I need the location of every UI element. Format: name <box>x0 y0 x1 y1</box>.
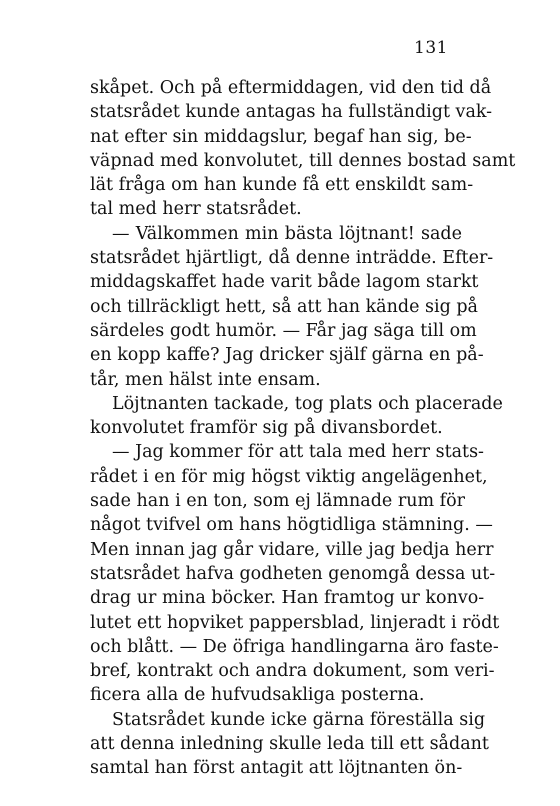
page-body-text <box>90 76 516 781</box>
text-line: Löjtnanten tackade, tog plats och placerade <box>112 393 503 414</box>
text-line: skåpet. Och på eftermiddagen, vid den tid då <box>90 78 492 98</box>
text-line: och tillräckligt hett, så att han kände sig på <box>90 296 478 317</box>
text-line: Statsrådet kunde icke gärna föreställa sig <box>112 709 486 730</box>
text-line: sade han i en ton, som ej lämnade rum för <box>90 491 466 512</box>
text-line: att denna inledning skulle leda till ett sådant <box>90 734 489 755</box>
text-line: samtal han först antagit att löjtnanten ön- <box>90 758 463 779</box>
text-line: lutet ett hopviket pappersblad, linjeradt i rödt <box>90 612 500 633</box>
text-line: särdeles godt humör. — Får jag säga till om <box>90 320 477 341</box>
text-line: bref, kontrakt och andra dokument, som veri- <box>90 661 495 682</box>
text-line: något tvifvel om hans högtidliga stämning. — <box>90 515 493 536</box>
text-line: statsrådet kunde antagas ha fullständigt vak- <box>90 102 493 123</box>
text-line: tal med herr statsrådet. <box>90 199 302 220</box>
text-line: konvolutet framför sig på divansbordet. <box>90 418 443 439</box>
text-line: tår, men hälst inte ensam. <box>90 369 321 390</box>
text-line: och blått. — De öfriga handlingarna äro faste- <box>90 636 499 657</box>
text-line: Men innan jag går vidare, ville jag bedja herr <box>90 539 494 560</box>
text-line: en kopp kaffe? Jag dricker själf gärna en på- <box>90 345 484 366</box>
text-line: statsrådet hjärtligt, då denne inträdde. Efter- <box>90 248 494 269</box>
text-line: middagskaffet hade varit både lagom starkt <box>90 272 479 293</box>
text-line: — Välkommen min bästa löjtnant! sade <box>112 223 462 244</box>
page-number: 131 <box>414 38 448 58</box>
text-line: — Jag kommer för att tala med herr stats- <box>112 442 484 463</box>
text-line: väpnad med konvolutet, till dennes bostad samt <box>90 150 516 171</box>
text-line: rådet i en för mig högst viktig angelägenhet, <box>90 466 488 487</box>
text-line: nat efter sin middagslur, begaf han sig, be- <box>90 126 472 147</box>
text-line: drag ur mina böcker. Han framtog ur konvo- <box>90 588 485 609</box>
text-line: statsrådet hafva godheten genomgå dessa ut- <box>90 563 496 584</box>
text-line: lät fråga om han kunde få ett enskildt sam- <box>90 175 474 196</box>
text-line: ficera alla de hufvudsakliga posterna. <box>90 685 425 706</box>
